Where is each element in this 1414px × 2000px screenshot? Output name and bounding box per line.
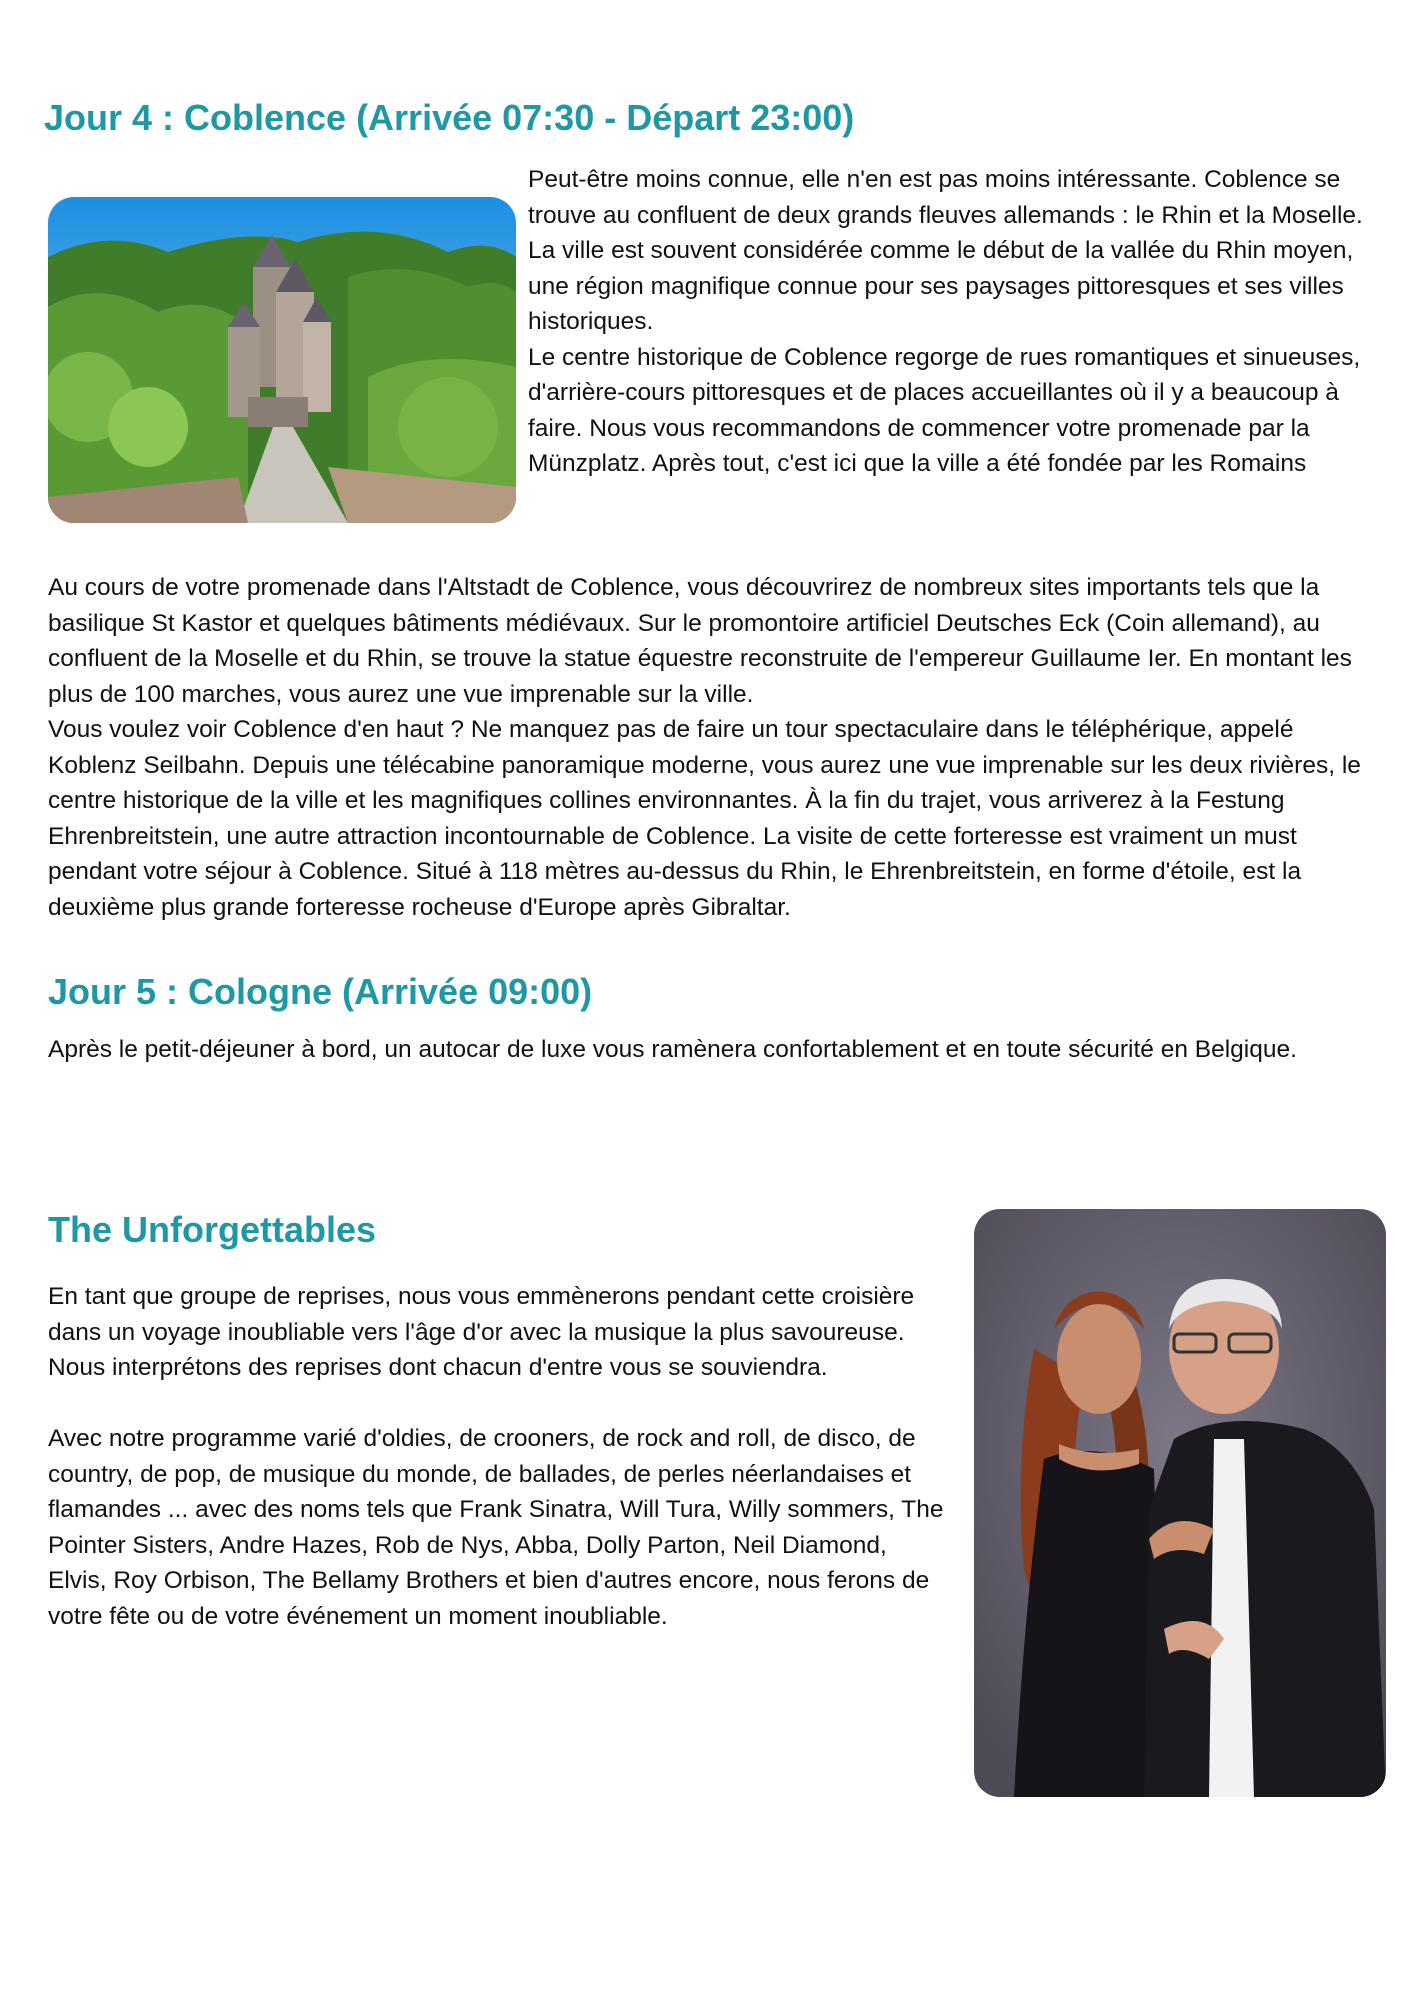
day4-body-paragraph: Au cours de votre promenade dans l'Altstadt de Coblence, vous découvrirez de nombreux sites importants tels que la basilique St Kastor et quelques bâtiments médiévaux. Sur le promontoire artificiel Deutsches Eck (Coin allemand), au confluent de la Moselle et du Rhin, se trouve la statue équestre reconstruite de l'empereur Guillaume Ier. En montant les plus de 100 marches, vous aurez une vue imprenable sur la ville. xyxy=(48,574,1352,708)
day5-heading: Jour 5 : Cologne (Arrivée 09:00) xyxy=(48,971,593,1012)
day4-intro-paragraph: Peut-être moins connue, elle n'en est pas moins intéressante. Coblence se trouve au confluent de deux grands fleuves allemands : le Rhin et la Moselle. xyxy=(528,166,1363,229)
band-heading: The Unforgettables xyxy=(48,1209,377,1250)
day4-intro-paragraph: Le centre historique de Coblence regorge de rues romantiques et sinueuses, d'arrière-cours pittoresques et de places accueillantes où il y a beaucoup à faire. Nous vous recommandons de commencer votre promenade par la Münzplatz. Après tout, c'est ici que la ville a été fondée par les Romains xyxy=(528,343,1361,477)
band-text xyxy=(48,1279,948,1634)
castle-illustration xyxy=(48,197,516,523)
day5-text: Après le petit-déjeuner à bord, un autocar de luxe vous ramènera confortablement et en toute sécurité en Belgique. xyxy=(48,1036,1297,1063)
band-illustration xyxy=(974,1209,1386,1797)
band-paragraph: Avec notre programme varié d'oldies, de crooners, de rock and roll, de disco, de country, de pop, de musique du monde, de ballades, de perles néerlandaises et flamandes ... avec des noms tels que Frank Sinatra, Will Tura, Willy sommers, The Pointer Sisters, Andre Hazes, Rob de Nys, Abba, Dolly Parton, Neil Diamond, Elvis, Roy Orbison, The Bellamy Brothers et bien d'autres encore, nous ferons de votre fête ou de votre événement un moment inoubliable. xyxy=(48,1425,944,1630)
day4-body xyxy=(48,570,1388,925)
day4-heading: Jour 4 : Coblence (Arrivée 07:30 - Départ 23:00) xyxy=(44,97,855,138)
day4-intro-paragraph: La ville est souvent considérée comme le début de la vallée du Rhin moyen, une région magnifique connue pour ses paysages pittoresques et ses villes historiques. xyxy=(528,237,1354,335)
day4-intro xyxy=(528,162,1384,482)
band-photo xyxy=(974,1209,1386,1797)
day4-body-paragraph: Vous voulez voir Coblence d'en haut ? Ne manquez pas de faire un tour spectaculaire dans le téléphérique, appelé Koblenz Seilbahn. Depuis une télécabine panoramique moderne, vous aurez une vue imprenable sur les deux rivières, le centre historique de la ville et les magnifiques collines environnantes. À la fin du trajet, vous arriverez à la Festung Ehrenbreitstein, une autre attraction incontournable de Coblence. La visite de cette forteresse est vraiment un must pendant votre séjour à Coblence. Situé à 118 mètres au-dessus du Rhin, le Ehrenbreitstein, en forme d'étoile, est la deuxième plus grande forteresse rocheuse d'Europe après Gibraltar. xyxy=(48,716,1361,921)
castle-photo xyxy=(48,197,516,523)
band-paragraph: En tant que groupe de reprises, nous vous emmènerons pendant cette croisière dans un voyage inoubliable vers l'âge d'or avec la musique la plus savoureuse. Nous interprétons des reprises dont chacun d'entre vous se souviendra. xyxy=(48,1283,915,1381)
band-paragraph-spacer xyxy=(48,1386,948,1422)
